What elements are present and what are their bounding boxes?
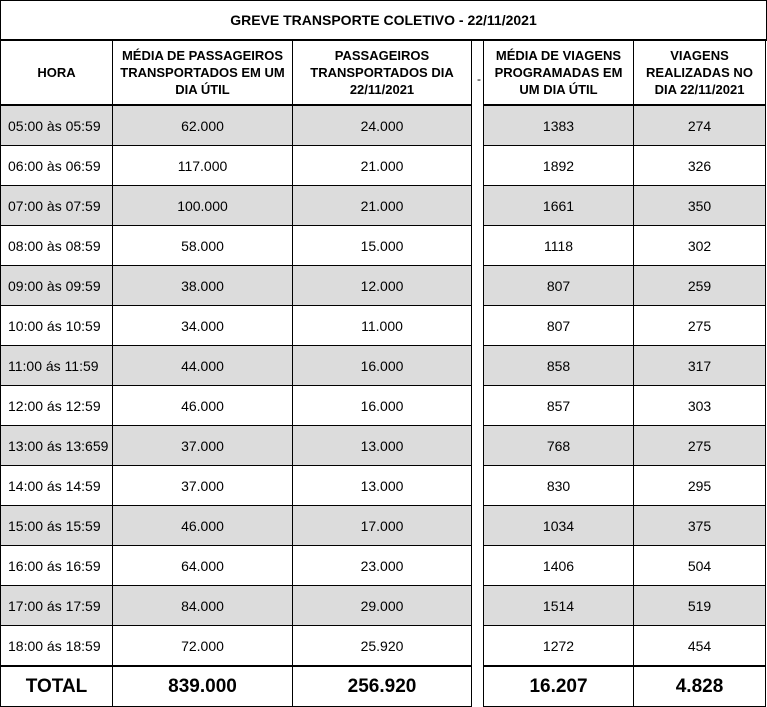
- hora-cell: 06:00 às 06:59: [1, 146, 113, 186]
- sheet-title: GREVE TRANSPORTE COLETIVO - 22/11/2021: [0, 0, 767, 41]
- table-row: [1, 226, 472, 266]
- passageiros-dia-cell: 25.920: [293, 626, 472, 667]
- passageiros-dia-cell: 11.000: [293, 306, 472, 346]
- passageiros-dia-cell: 21.000: [293, 186, 472, 226]
- passageiros-dia-cell: 15.000: [293, 226, 472, 266]
- viagens-realizadas-cell: 375: [634, 506, 766, 546]
- media-passageiros-cell: 46.000: [113, 386, 293, 426]
- table-row: [484, 506, 766, 546]
- hora-cell: 15:00 ás 15:59: [1, 506, 113, 546]
- hora-cell: 09:00 às 09:59: [1, 266, 113, 306]
- table-row: [1, 146, 472, 186]
- table-row: [1, 266, 472, 306]
- hora-cell: 18:00 ás 18:59: [1, 626, 113, 667]
- table-row: [484, 426, 766, 466]
- hora-cell: 17:00 ás 17:59: [1, 586, 113, 626]
- header-row: [484, 41, 766, 106]
- hora-cell: 07:00 às 07:59: [1, 186, 113, 226]
- table-row: [1, 546, 472, 586]
- table-row: [484, 386, 766, 426]
- media-viagens-cell: 768: [484, 426, 634, 466]
- media-viagens-cell: 1892: [484, 146, 634, 186]
- table-row: [1, 105, 472, 146]
- table-row: [1, 426, 472, 466]
- passageiros-dia-cell: 13.000: [293, 426, 472, 466]
- header-media-passageiros: MÉDIA DE PASSAGEIROS TRANSPORTADOS EM UM DIA ÚTIL: [113, 41, 293, 106]
- viagens-realizadas-cell: 454: [634, 626, 766, 667]
- header-media-viagens: MÉDIA DE VIAGENS PROGRAMADAS EM UM DIA ÚTIL: [484, 41, 634, 106]
- media-passageiros-cell: 58.000: [113, 226, 293, 266]
- media-passageiros-cell: 72.000: [113, 626, 293, 667]
- viagens-realizadas-cell: 519: [634, 586, 766, 626]
- viagens-realizadas-cell: 275: [634, 426, 766, 466]
- table-row: [484, 146, 766, 186]
- table-row: [484, 105, 766, 146]
- viagens-realizadas-cell: 274: [634, 105, 766, 146]
- media-passageiros-cell: 34.000: [113, 306, 293, 346]
- passageiros-dia-cell: 29.000: [293, 586, 472, 626]
- hora-cell: 05:00 às 05:59: [1, 105, 113, 146]
- total-viagens-realizadas: 4.828: [634, 666, 766, 707]
- media-passageiros-cell: 62.000: [113, 105, 293, 146]
- media-viagens-cell: 858: [484, 346, 634, 386]
- media-viagens-cell: 857: [484, 386, 634, 426]
- media-viagens-cell: 1034: [484, 506, 634, 546]
- passageiros-dia-cell: 12.000: [293, 266, 472, 306]
- viagens-realizadas-cell: 326: [634, 146, 766, 186]
- passageiros-dia-cell: 16.000: [293, 386, 472, 426]
- table-row: [484, 346, 766, 386]
- hora-cell: 14:00 ás 14:59: [1, 466, 113, 506]
- column-separator: [471, 40, 483, 704]
- viagens-realizadas-cell: 504: [634, 546, 766, 586]
- hora-cell: 12:00 ás 12:59: [1, 386, 113, 426]
- hora-cell: 16:00 ás 16:59: [1, 546, 113, 586]
- passenger-table: [0, 40, 472, 707]
- table-row: [1, 186, 472, 226]
- media-passageiros-cell: 37.000: [113, 426, 293, 466]
- media-passageiros-cell: 84.000: [113, 586, 293, 626]
- media-passageiros-cell: 44.000: [113, 346, 293, 386]
- table-row: [484, 466, 766, 506]
- media-viagens-cell: 1383: [484, 105, 634, 146]
- media-viagens-cell: 807: [484, 266, 634, 306]
- table-row: [1, 586, 472, 626]
- media-passageiros-cell: 100.000: [113, 186, 293, 226]
- media-passageiros-cell: 64.000: [113, 546, 293, 586]
- media-viagens-cell: 1661: [484, 186, 634, 226]
- media-viagens-cell: 1406: [484, 546, 634, 586]
- table-row: [484, 626, 766, 667]
- media-passageiros-cell: 38.000: [113, 266, 293, 306]
- table-row: [484, 186, 766, 226]
- total-media-viagens: 16.207: [484, 666, 634, 707]
- table-row: [1, 306, 472, 346]
- hora-cell: 11:00 ás 11:59: [1, 346, 113, 386]
- table-row: [484, 266, 766, 306]
- media-viagens-cell: 1272: [484, 626, 634, 667]
- media-passageiros-cell: 37.000: [113, 466, 293, 506]
- separator-dash: -: [477, 72, 481, 86]
- hora-cell: 10:00 ás 10:59: [1, 306, 113, 346]
- passageiros-dia-cell: 17.000: [293, 506, 472, 546]
- table-row: [484, 226, 766, 266]
- viagens-realizadas-cell: 317: [634, 346, 766, 386]
- passageiros-dia-cell: 13.000: [293, 466, 472, 506]
- passageiros-dia-cell: 16.000: [293, 346, 472, 386]
- media-viagens-cell: 1514: [484, 586, 634, 626]
- table-row: [1, 626, 472, 667]
- table-row: [484, 306, 766, 346]
- media-passageiros-cell: 46.000: [113, 506, 293, 546]
- media-viagens-cell: 1118: [484, 226, 634, 266]
- viagens-realizadas-cell: 295: [634, 466, 766, 506]
- total-row: [484, 666, 766, 707]
- header-viagens-realizadas: VIAGENS REALIZADAS NO DIA 22/11/2021: [634, 41, 766, 106]
- header-passageiros-dia: PASSAGEIROS TRANSPORTADOS DIA 22/11/2021: [293, 41, 472, 106]
- viagens-realizadas-cell: 302: [634, 226, 766, 266]
- header-hora: HORA: [1, 41, 113, 106]
- total-passageiros-dia: 256.920: [293, 666, 472, 707]
- media-viagens-cell: 830: [484, 466, 634, 506]
- header-row: [1, 41, 472, 106]
- media-passageiros-cell: 117.000: [113, 146, 293, 186]
- viagens-realizadas-cell: 275: [634, 306, 766, 346]
- table-row: [1, 506, 472, 546]
- passageiros-dia-cell: 21.000: [293, 146, 472, 186]
- viagens-realizadas-cell: 350: [634, 186, 766, 226]
- viagens-realizadas-cell: 259: [634, 266, 766, 306]
- table-row: [484, 586, 766, 626]
- table-row: [1, 386, 472, 426]
- hora-cell: 08:00 às 08:59: [1, 226, 113, 266]
- table-row: [484, 546, 766, 586]
- passageiros-dia-cell: 24.000: [293, 105, 472, 146]
- total-row: [1, 666, 472, 707]
- table-row: [1, 346, 472, 386]
- passageiros-dia-cell: 23.000: [293, 546, 472, 586]
- viagens-realizadas-cell: 303: [634, 386, 766, 426]
- total-label: TOTAL: [1, 666, 113, 707]
- hora-cell: 13:00 ás 13:659: [1, 426, 113, 466]
- total-media-passageiros: 839.000: [113, 666, 293, 707]
- trips-table: [483, 40, 766, 707]
- media-viagens-cell: 807: [484, 306, 634, 346]
- table-row: [1, 466, 472, 506]
